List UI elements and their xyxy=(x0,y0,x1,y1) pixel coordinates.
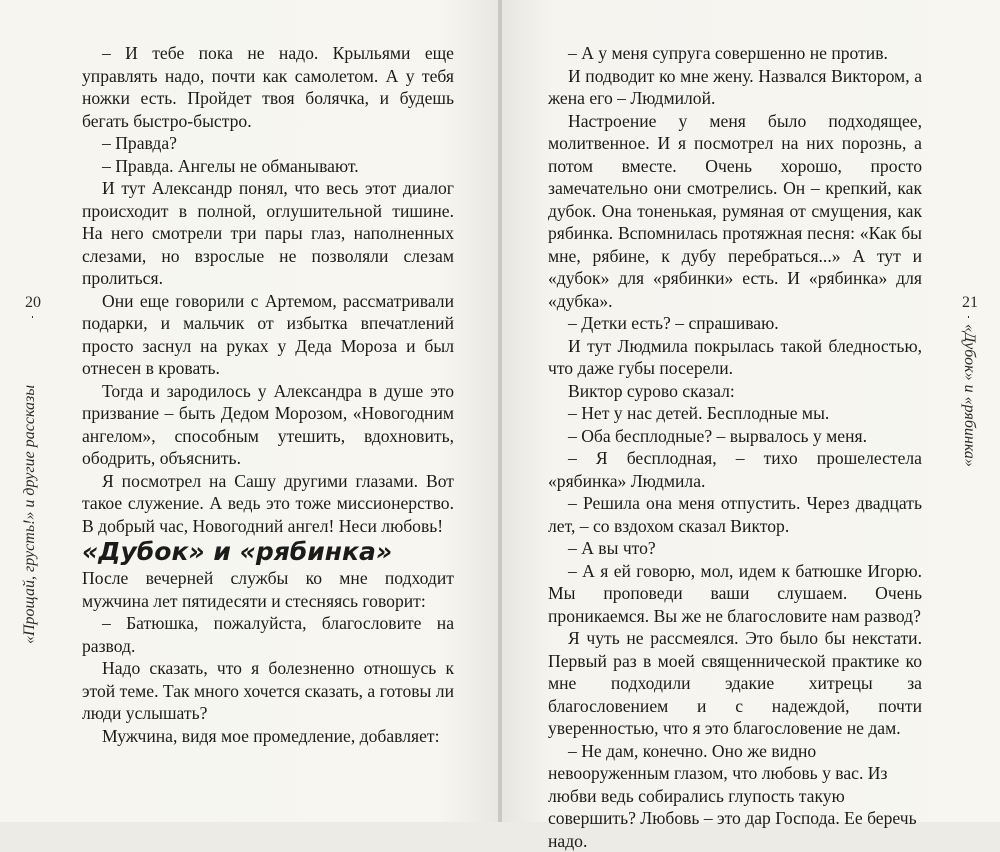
page-number-right: 21 xyxy=(962,294,978,312)
paragraph: – Не дам, конечно. Оно же видно невооруженным глазом, что любовь у вас. Из любви ведь собирались глупость такую совершить? Любовь – это дар Господа. Ее беречь надо. xyxy=(548,740,922,852)
running-head-rule-right xyxy=(968,316,969,318)
paragraph: – Я бесплодная, – тихо прошелестела «рябинка» Людмила. xyxy=(548,447,922,492)
running-head-left: «Прощай, грусть!» и другие рассказы xyxy=(21,385,39,644)
paragraph: Надо сказать, что я болезненно отношусь к этой теме. Так много хочется сказать, а готовы ли люди услышать? xyxy=(82,657,454,725)
paragraph: И подводит ко мне жену. Назвался Виктором, а жена его – Людмилой. xyxy=(548,65,922,110)
paragraph: – Правда. Ангелы не обманывают. xyxy=(82,155,454,178)
paragraph: – Оба бесплодные? – вырвалось у меня. xyxy=(548,425,922,448)
chapter-heading: «Дубок» и «рябинка» xyxy=(82,537,454,567)
right-page xyxy=(502,0,1000,822)
paragraph: – И тебе пока не надо. Крыльями еще управлять надо, почти как самолетом. А у тебя ножки есть. Пройдет твоя болячка, и будешь бегать быстро-быстро. xyxy=(82,42,454,132)
page-number-left: 20 xyxy=(25,294,41,312)
right-body-text xyxy=(548,42,922,852)
paragraph: – Нет у нас детей. Бесплодные мы. xyxy=(548,402,922,425)
paragraph: – А я ей говорю, мол, идем к батюшке Игорю. Мы проповеди ваши слушаем. Очень проникаемся. Вы же не благословите нам развод? xyxy=(548,560,922,628)
paragraph: Мужчина, видя мое промедление, добавляет: xyxy=(82,725,454,748)
left-page xyxy=(0,0,498,822)
running-head-rule-left xyxy=(32,316,33,318)
paragraph: После вечерней службы ко мне подходит мужчина лет пятидесяти и стесняясь говорит: xyxy=(82,567,454,612)
left-body-text xyxy=(82,42,454,747)
paragraph: – Батюшка, пожалуйста, благословите на развод. xyxy=(82,612,454,657)
paragraph: И тут Людмила покрылась такой бледностью, что даже губы посерели. xyxy=(548,335,922,380)
paragraph: Я посмотрел на Сашу другими глазами. Вот такое служение. А ведь это тоже миссионерство. В добрый час, Новогодний ангел! Неси любовь! xyxy=(82,470,454,538)
paragraph: – Детки есть? – спрашиваю. xyxy=(548,312,922,335)
paragraph: – А вы что? xyxy=(548,537,922,560)
paragraph: Они еще говорили с Артемом, рассматривали подарки, и мальчик от избытка впечатлений просто заснул на руках у Деда Мороза и был отнесен в кровать. xyxy=(82,290,454,380)
paragraph: Я чуть не рассмеялся. Это было бы некстати. Первый раз в моей священнической практике ко мне подходили эдакие хитрецы за благословением и с надеждой, почти уверенностью, что я это благословение не дам. xyxy=(548,627,922,740)
paragraph: – Правда? xyxy=(82,132,454,155)
paragraph: Тогда и зародилось у Александра в душе это призвание – быть Дедом Морозом, «Новогодним ангелом», способным утешить, вдохновить, ободрить, объяснить. xyxy=(82,380,454,470)
paragraph: – Решила она меня отпустить. Через двадцать лет, – со вздохом сказал Виктор. xyxy=(548,492,922,537)
paragraph: И тут Александр понял, что весь этот диалог происходит в полной, оглушительной тишине. На него смотрели три пары глаз, наполненных слезами, но взрослые не позволяли слезам пролиться. xyxy=(82,177,454,290)
paragraph: Настроение у меня было подходящее, молитвенное. И я посмотрел на них порознь, а потом вместе. Очень хорошо, просто замечательно они смотрелись. Он – крепкий, как дубок. Она тоненькая, румяная от смущения, как рябинка. Вспомнилась протяжная песня: «Как бы мне, рябине, к дубу перебраться...» А тут и «дубок» для «рябинки» есть. И «рябинка» для «дубка». xyxy=(548,110,922,313)
running-head-right: «Дубок» и «рябинка» xyxy=(960,324,978,467)
paragraph: Виктор сурово сказал: xyxy=(548,380,922,403)
paragraph: – А у меня супруга совершенно не против. xyxy=(548,42,922,65)
